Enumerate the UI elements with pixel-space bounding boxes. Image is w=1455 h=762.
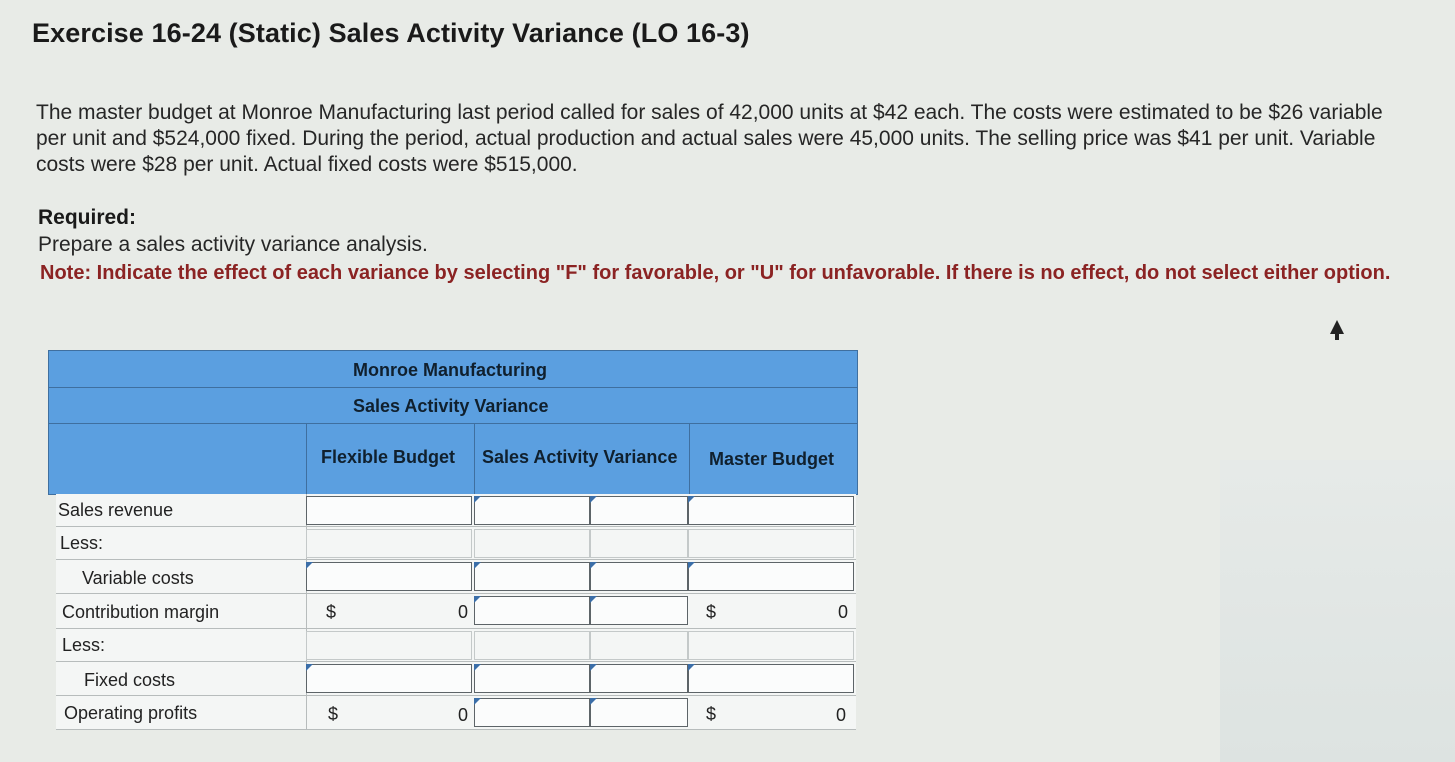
variance-fixed-costs-input[interactable] (474, 664, 590, 693)
empty-cell (306, 631, 472, 660)
table-column-headers (48, 423, 858, 495)
master-budget-contribution-margin-value: 0 (838, 602, 849, 622)
dropdown-marker-icon (306, 664, 313, 671)
variance-variable-costs-input[interactable] (474, 562, 590, 591)
column-header-sales-activity-variance: Sales Activity Variance (482, 447, 678, 467)
currency-symbol: $ (706, 602, 717, 622)
variance-contribution-margin-input[interactable] (474, 596, 590, 625)
row-label: Contribution margin (62, 602, 220, 622)
dropdown-marker-icon (474, 664, 481, 671)
row-label: Operating profits (64, 703, 198, 723)
table-row-contribution-margin (56, 594, 856, 629)
required-text: Prepare a sales activity variance analysis. (38, 233, 428, 256)
table-header-company (48, 350, 858, 388)
table-row-less (56, 527, 856, 560)
row-label: Less: (60, 533, 104, 553)
dropdown-marker-icon (474, 562, 481, 569)
variance-operating-profits-effect-select[interactable] (590, 698, 688, 727)
background-glare (1220, 460, 1455, 762)
master-budget-fixed-costs-input[interactable] (688, 664, 854, 693)
empty-cell (474, 631, 590, 660)
flexible-budget-operating-profits-value: 0 (458, 705, 469, 725)
note-text: Note: Indicate the effect of each variance by selecting "F" for favorable, or "U" for unfavorable. If there is no effect, do not select either option. (40, 262, 1391, 284)
problem-text: The master budget at Monroe Manufacturing last period called for sales of 42,000 units at $42 each. The costs were estimated to be $26 variable per unit and $524,000 fixed. During the period, actual production and actual sales were 45,000 units. The selling price was $41 per unit. Variable costs were $28 per unit. Actual fixed costs were $515,000. (36, 101, 1383, 176)
master-budget-variable-costs-input[interactable] (688, 562, 854, 591)
variance-contribution-margin-effect-select[interactable] (590, 596, 688, 625)
table-row-sales-revenue (56, 494, 856, 527)
dropdown-marker-icon (688, 562, 695, 569)
dropdown-marker-icon (474, 596, 481, 603)
empty-cell (474, 529, 590, 558)
variance-sales-revenue-input[interactable] (474, 496, 590, 525)
empty-cell (688, 529, 854, 558)
flexible-budget-fixed-costs-input[interactable] (306, 664, 472, 693)
table-header-subtitle (48, 387, 858, 424)
currency-symbol: $ (328, 704, 339, 724)
row-label: Less: (62, 635, 106, 655)
required-label: Required: (38, 206, 137, 229)
dropdown-marker-icon (688, 496, 695, 503)
row-label: Sales revenue (58, 500, 174, 520)
variance-operating-profits-input[interactable] (474, 698, 590, 727)
table-row-operating-profits (56, 696, 856, 730)
table-row-fixed-costs (56, 662, 856, 696)
sales-activity-variance-table (48, 350, 858, 730)
flexible-budget-variable-costs-input[interactable] (306, 562, 472, 591)
page-title: Exercise 16-24 (Static) Sales Activity Variance (LO 16-3) (32, 18, 750, 48)
flexible-budget-contribution-margin-value: 0 (458, 602, 469, 622)
column-divider (306, 424, 307, 494)
empty-cell (590, 529, 688, 558)
column-header-flexible-budget: Flexible Budget (321, 447, 456, 467)
dropdown-marker-icon (688, 664, 695, 671)
table-row-variable-costs (56, 560, 856, 594)
variance-sales-revenue-effect-select[interactable] (590, 496, 688, 525)
column-divider (474, 424, 475, 494)
table-row-less (56, 629, 856, 662)
table-subtitle: Sales Activity Variance (353, 396, 549, 416)
dropdown-marker-icon (590, 664, 597, 671)
dropdown-marker-icon (590, 562, 597, 569)
mouse-cursor-icon (1330, 320, 1344, 334)
currency-symbol: $ (706, 704, 717, 724)
master-budget-sales-revenue-input[interactable] (688, 496, 854, 525)
table-body (56, 494, 856, 730)
dropdown-marker-icon (590, 496, 597, 503)
column-divider (689, 424, 690, 494)
column-header-master-budget: Master Budget (709, 449, 835, 469)
variance-variable-costs-effect-select[interactable] (590, 562, 688, 591)
flexible-budget-sales-revenue-input[interactable] (306, 496, 472, 525)
row-label: Fixed costs (84, 670, 176, 690)
dropdown-marker-icon (590, 698, 597, 705)
dropdown-marker-icon (590, 596, 597, 603)
empty-cell (590, 631, 688, 660)
dropdown-marker-icon (474, 698, 481, 705)
dropdown-marker-icon (306, 562, 313, 569)
variance-fixed-costs-effect-select[interactable] (590, 664, 688, 693)
master-budget-operating-profits-value: 0 (836, 705, 847, 725)
empty-cell (688, 631, 854, 660)
company-name: Monroe Manufacturing (353, 360, 547, 380)
currency-symbol: $ (326, 602, 337, 622)
row-label: Variable costs (82, 568, 194, 588)
dropdown-marker-icon (474, 496, 481, 503)
empty-cell (306, 529, 472, 558)
